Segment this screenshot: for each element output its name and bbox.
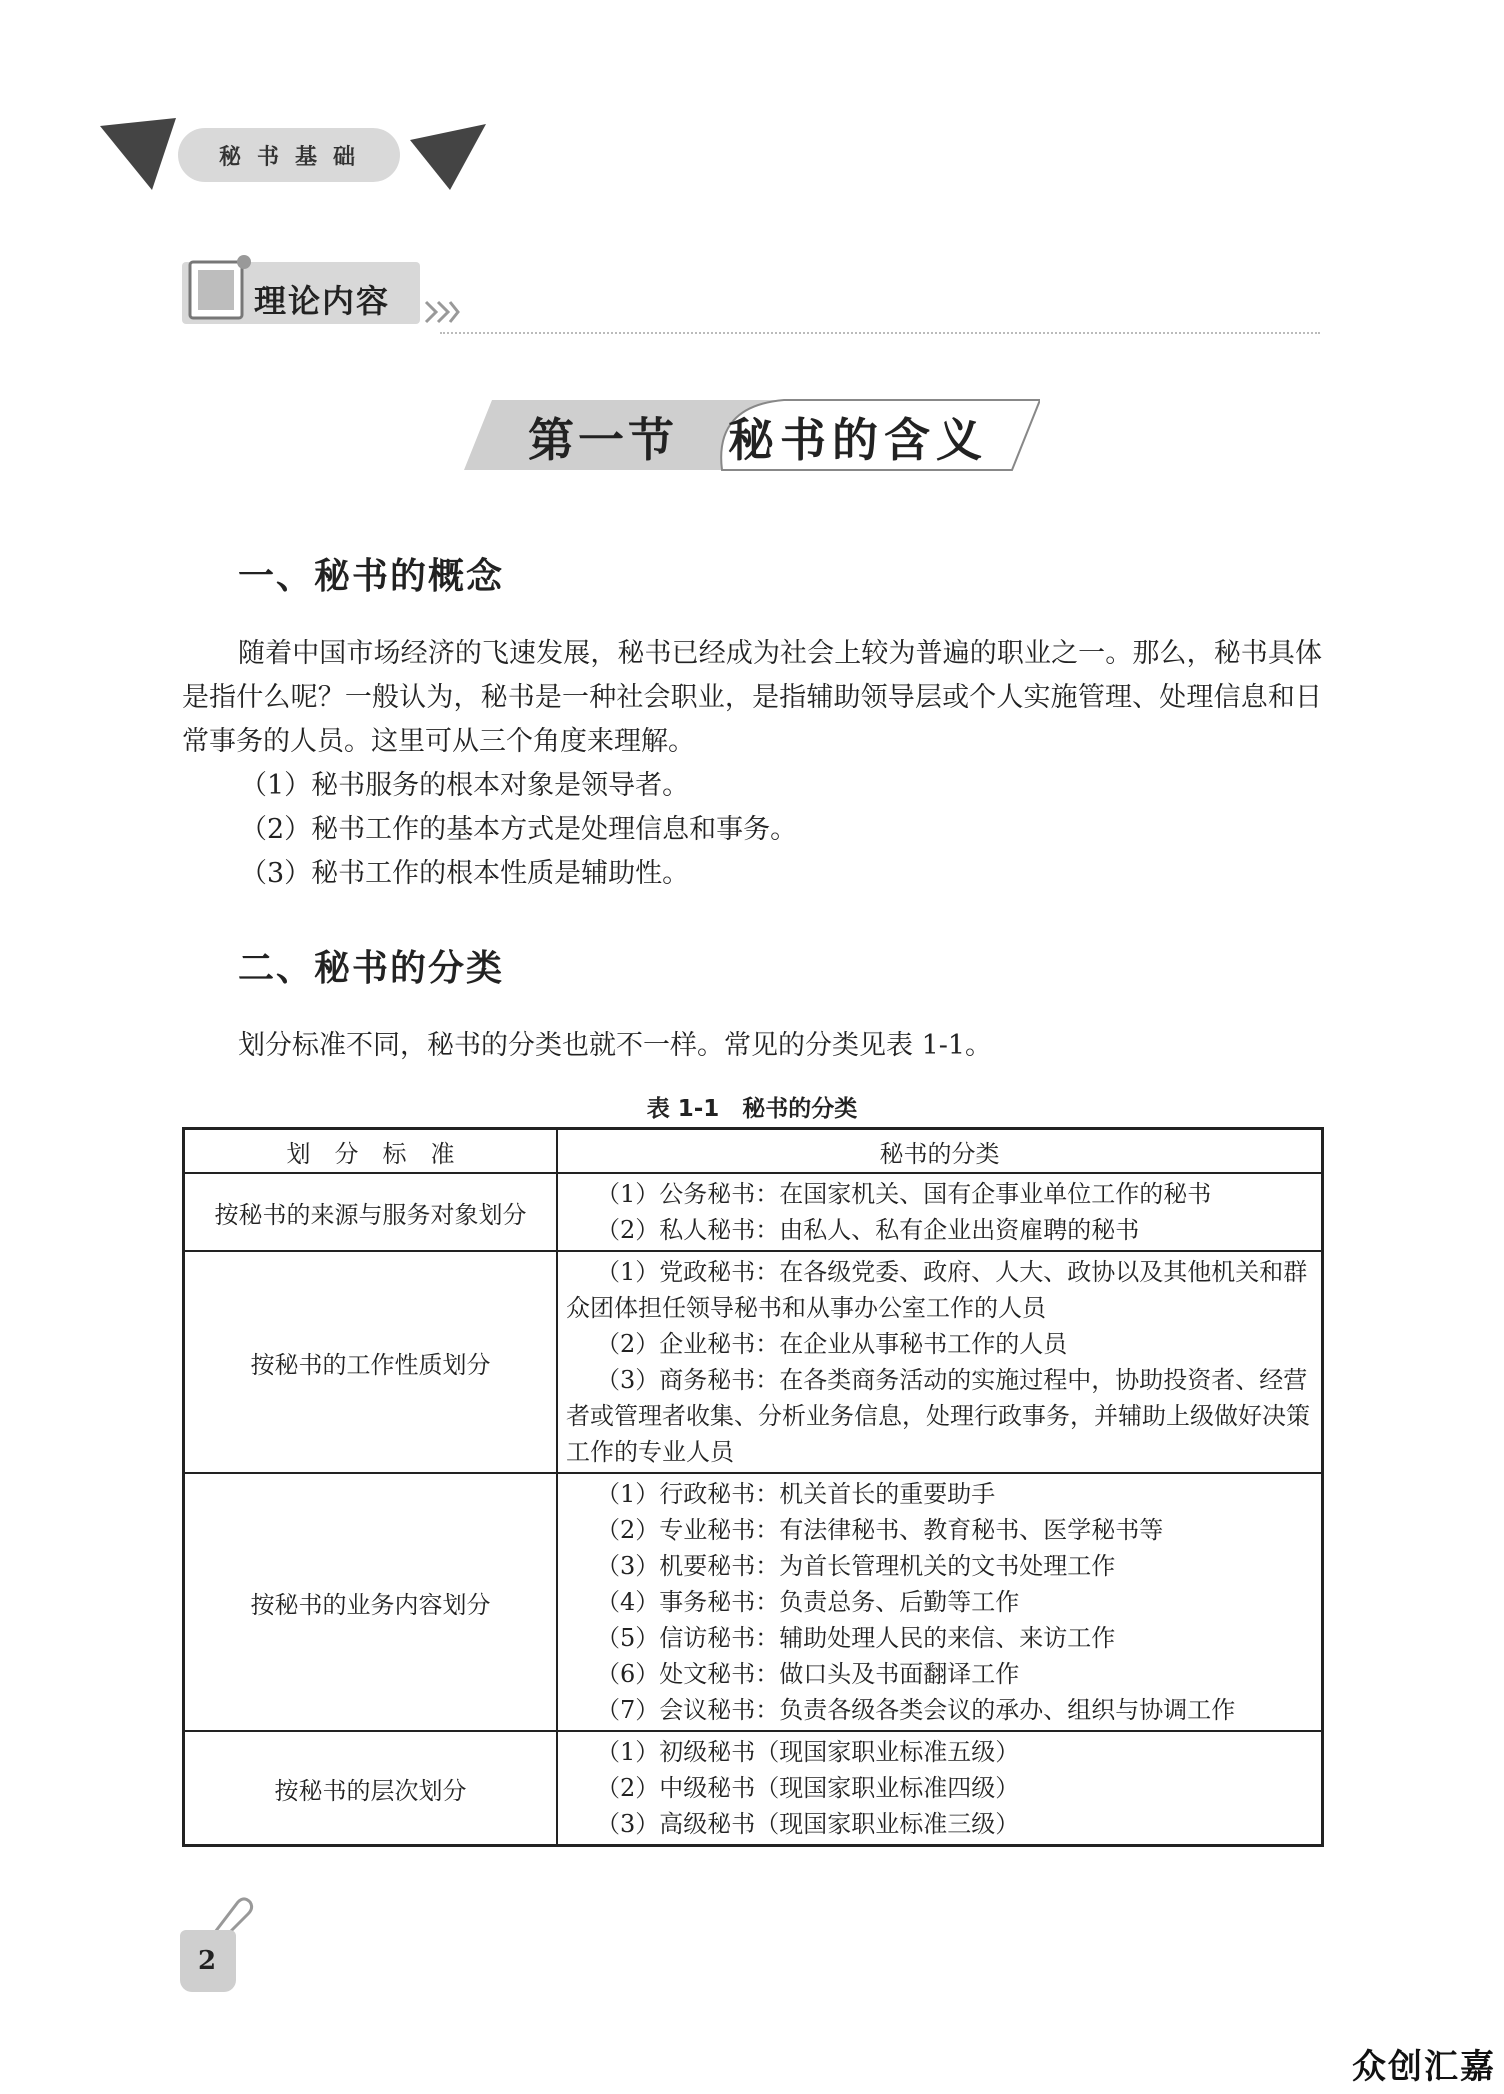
section-title: 秘书的含义 (728, 413, 988, 467)
heading-concept: 一、秘书的概念 (238, 556, 505, 597)
watermark: 众创汇嘉 (1352, 2047, 1496, 2087)
section-number: 第一节 (528, 413, 678, 467)
col-header-types: 秘书的分类 (557, 1129, 1323, 1174)
types-cell (557, 1173, 1323, 1251)
header-right-triangle-icon (410, 118, 486, 190)
type-item: （1）公务秘书：在国家机关、国有企事业单位工作的秘书 (596, 1180, 1212, 1208)
type-item: （1）行政秘书：机关首长的重要助手 (596, 1480, 996, 1508)
type-item: （7）会议秘书：负责各级各类会议的承办、组织与协调工作 (596, 1696, 1236, 1724)
type-item: （4）事务秘书：负责总务、后勤等工作 (596, 1588, 1020, 1616)
concept-item-3: （3）秘书工作的根本性质是辅助性。 (240, 858, 690, 889)
types-cell (557, 1473, 1323, 1731)
concept-item-2: （2）秘书工作的基本方式是处理信息和事务。 (240, 814, 798, 845)
type-item: （2）中级秘书（现国家职业标准四级） (596, 1774, 1020, 1802)
running-header-title: 秘书基础 (178, 128, 400, 182)
heading-classification: 二、秘书的分类 (238, 948, 505, 989)
concept-paragraph: 随着中国市场经济的飞速发展，秘书已经成为社会上较为普遍的职业之一。那么，秘书具体是指什么呢？一般认为，秘书是一种社会职业，是指辅助领导层或个人实施管理、处理信息和日常事务的人员。这里可从三个角度来理解。 (182, 638, 1322, 757)
standard-cell: 按秘书的业务内容划分 (184, 1473, 558, 1731)
book-icon (186, 252, 256, 326)
header-left-triangle-icon (100, 118, 176, 190)
standard-cell: 按秘书的工作性质划分 (184, 1251, 558, 1473)
table-row (184, 1731, 1323, 1846)
type-item: （1）党政秘书：在各级党委、政府、人大、政协以及其他机关和群众团体担任领导秘书和从事办公室工作的人员 (566, 1258, 1308, 1322)
table-caption: 表 1-1 秘书的分类 (646, 1096, 858, 1122)
classification-table (182, 1127, 1324, 1847)
concept-item-1: （1）秘书服务的根本对象是领导者。 (240, 770, 690, 801)
double-chevron-icon (424, 300, 460, 324)
theory-title: 理论内容 (254, 282, 391, 320)
types-cell (557, 1731, 1323, 1846)
dotted-divider (440, 332, 1320, 334)
type-item: （2）专业秘书：有法律秘书、教育秘书、医学秘书等 (596, 1516, 1164, 1544)
type-item: （2）企业秘书：在企业从事秘书工作的人员 (596, 1330, 1068, 1358)
type-item: （6）处文秘书：做口头及书面翻译工作 (596, 1660, 1020, 1688)
table-row (184, 1173, 1323, 1251)
standard-cell: 按秘书的来源与服务对象划分 (184, 1173, 558, 1251)
classification-paragraph: 划分标准不同，秘书的分类也就不一样。常见的分类见表 1-1。 (238, 1030, 993, 1061)
table-row (184, 1251, 1323, 1473)
type-item: （3）商务秘书：在各类商务活动的实施过程中，协助投资者、经营者或管理者收集、分析业务信息，处理行政事务，并辅助上级做好决策工作的专业人员 (566, 1366, 1310, 1466)
type-item: （5）信访秘书：辅助处理人民的来信、来访工作 (596, 1624, 1116, 1652)
type-item: （1）初级秘书（现国家职业标准五级） (596, 1738, 1020, 1766)
table-row (184, 1473, 1323, 1731)
table-header-row (184, 1129, 1323, 1174)
standard-cell: 按秘书的层次划分 (184, 1731, 558, 1846)
types-cell (557, 1251, 1323, 1473)
type-item: （2）私人秘书：由私人、私有企业出资雇聘的秘书 (596, 1216, 1140, 1244)
page-number: 2 (198, 1946, 217, 1976)
type-item: （3）高级秘书（现国家职业标准三级） (596, 1810, 1020, 1838)
type-item: （3）机要秘书：为首长管理机关的文书处理工作 (596, 1552, 1116, 1580)
col-header-standard: 划 分 标 准 (184, 1129, 558, 1174)
